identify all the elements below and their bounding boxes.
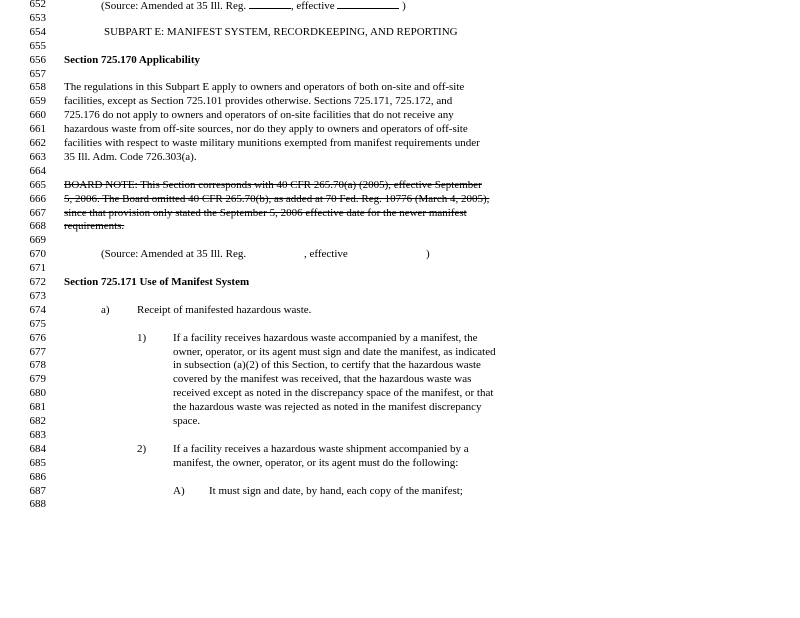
line-number: 661 (29, 123, 46, 136)
line-number: 656 (29, 53, 46, 66)
item-1-line (0, 359, 800, 373)
line-number: 652 (29, 0, 46, 10)
line-number: 666 (29, 192, 46, 205)
source-effective: , effective (304, 248, 348, 261)
board-note-line (0, 179, 800, 193)
item-1-line (0, 415, 800, 429)
body-text: 725.176 do not apply to owners and operators of on-site facilities that do not receive any (64, 109, 454, 122)
body-line (0, 95, 800, 109)
item-text: It must sign and date, by hand, each copy of the manifest; (209, 484, 463, 497)
item-1-line (0, 387, 800, 401)
line-number: 664 (29, 164, 46, 177)
line-number: 683 (29, 428, 46, 441)
item-text: covered by the manifest was received, that the hazardous waste was (173, 373, 472, 386)
line-number: 686 (29, 470, 46, 483)
line-number: 668 (29, 220, 46, 233)
item-label: A) (173, 484, 185, 497)
source-prefix: (Source: Amended at 35 Ill. Reg. (101, 248, 247, 261)
body-line (0, 123, 800, 137)
item-1-line (0, 332, 800, 346)
source-note (0, 248, 800, 262)
line-number: 655 (29, 39, 46, 52)
line-number: 653 (29, 11, 46, 24)
blank-date (337, 0, 399, 9)
subsection-label: a) (101, 303, 110, 316)
board-note-text: BOARD NOTE: This Section corresponds with 40 CFR 265.70(a) (2005), effective September (64, 178, 482, 191)
item-2-line (0, 457, 800, 471)
line-number: 675 (29, 317, 46, 330)
section-171-heading: Section 725.171 Use of Manifest System (64, 276, 250, 288)
line-number: 663 (29, 150, 46, 163)
subsection-a (0, 304, 800, 318)
item-text: owner, operator, or its agent must sign and date the manifest, as indicated (173, 345, 496, 358)
item-text: in subsection (a)(2) of this Section, to certify that the hazardous waste (173, 359, 481, 372)
item-1-line (0, 346, 800, 360)
line-number: 684 (29, 442, 46, 455)
section-171-heading-line (0, 276, 800, 290)
item-1-line (0, 401, 800, 415)
line-number: 673 (29, 289, 46, 302)
line-number: 682 (29, 415, 46, 427)
line-number: 658 (29, 81, 46, 94)
line-number: 676 (29, 331, 46, 344)
body-text: facilities, except as Section 725.101 provides otherwise. Sections 725.171, 725.172, and (64, 95, 453, 108)
item-label: 2) (137, 442, 147, 455)
body-text: 35 Ill. Adm. Code 726.303(a). (64, 150, 197, 163)
line-number: 670 (29, 248, 46, 261)
section-170-heading-line (0, 54, 800, 68)
item-text: received except as noted in the discrepancy space of the manifest, or that (173, 387, 494, 400)
item-1-line (0, 373, 800, 387)
body-text: The regulations in this Subpart E apply to owners and operators of both on-site and off-site (64, 81, 465, 94)
line-number: 677 (29, 345, 46, 358)
line-number: 662 (29, 137, 46, 149)
line-number: 672 (29, 276, 46, 288)
line-number: 669 (29, 234, 46, 247)
line-number: 665 (29, 178, 46, 191)
body-line (0, 81, 800, 95)
line-number: 688 (29, 498, 46, 511)
board-note-line (0, 220, 800, 234)
source-prefix: (Source: Amended at 35 Ill. Reg. (101, 0, 247, 12)
body-line (0, 109, 800, 123)
source-effective: , effective (290, 0, 335, 12)
subpart-heading: SUBPART E: MANIFEST SYSTEM, RECORDKEEPING, AND REPORTING (104, 25, 458, 38)
board-note-text: since that provision only stated the September 5, 2006 effective date for the newer manifest (64, 206, 467, 219)
board-note-line (0, 207, 800, 221)
line-number: 654 (29, 25, 46, 38)
line-number: 659 (29, 95, 46, 108)
line-number: 681 (29, 401, 46, 414)
source-note-top (0, 0, 800, 12)
item-A-line (0, 485, 800, 499)
line-number: 679 (29, 373, 46, 386)
board-note-line (0, 193, 800, 207)
subpart-heading-line (0, 26, 800, 40)
line-number: 687 (29, 484, 46, 497)
subsection-text: Receipt of manifested hazardous waste. (137, 303, 312, 316)
blank-volume (249, 0, 291, 9)
line-number: 657 (29, 67, 46, 80)
source-close: ) (426, 248, 430, 261)
item-label: 1) (137, 331, 147, 344)
line-number: 667 (29, 206, 46, 219)
item-2-line (0, 443, 800, 457)
source-close: ) (402, 0, 406, 12)
line-number: 678 (29, 359, 46, 372)
item-text: space. (173, 415, 201, 427)
line-number: 685 (29, 456, 46, 469)
item-text: If a facility receives a hazardous waste shipment accompanied by a (173, 442, 469, 455)
line-number: 680 (29, 387, 46, 400)
body-text: hazardous waste from off-site sources, nor do they apply to owners and operators of off-site (64, 123, 468, 136)
body-text: facilities with respect to waste military munitions exempted from manifest requirements under (64, 137, 480, 149)
board-note-text: 5, 2006. The Board omitted 40 CFR 265.70(b), as added at 70 Fed. Reg. 10776 (March 4, 2005), (64, 192, 490, 205)
section-170-heading: Section 725.170 Applicability (64, 53, 200, 66)
line-number: 671 (29, 262, 46, 275)
board-note-text: requirements. (64, 220, 125, 233)
body-line (0, 151, 800, 165)
item-text: the hazardous waste was rejected as noted in the manifest discrepancy (173, 401, 482, 414)
line-number: 674 (29, 303, 46, 316)
item-text: manifest, the owner, operator, or its agent must do the following: (173, 456, 459, 469)
body-line (0, 137, 800, 151)
line-number: 660 (29, 109, 46, 122)
item-text: If a facility receives hazardous waste accompanied by a manifest, the (173, 331, 478, 344)
